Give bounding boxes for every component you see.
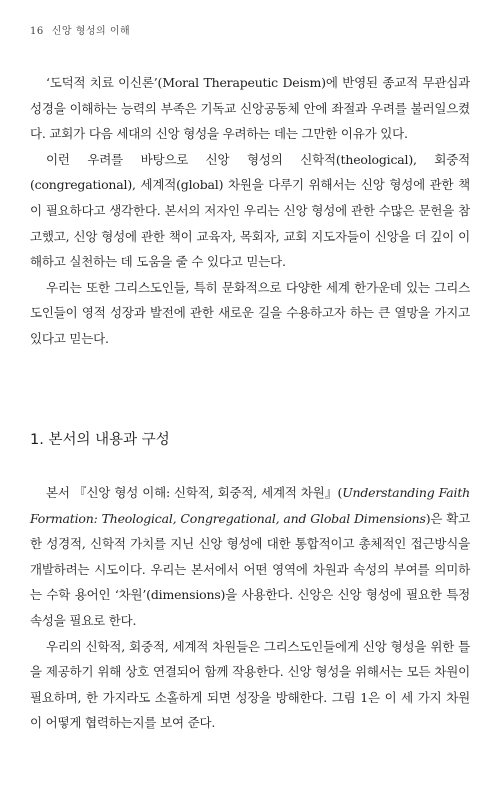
paragraph: ‘도덕적 치료 이신론’(Moral Therapeutic Deism)에 반영된 종교적 무관심과 성경을 이해하는 능력의 부족은 기독교 신앙공동체 안에 좌절과 우려를 불러일으켰다. 교회가 다음 세대의 신앙 형성을 우려하는 데는 그만한 이유가 있다. — [30, 75, 470, 142]
paragraph — [30, 480, 470, 634]
book-title-italic: Understanding Faith Formation: Theological, Congregational, and Global Dimensions — [30, 485, 470, 526]
paragraph: 우리의 신학적, 회중적, 세계적 차원들은 그리스도인들에게 신앙 형성을 위한 틀을 제공하기 위해 상호 연결되어 함께 작용한다. 신앙 형성을 위해서는 모든 차원이 필요하며, 한 가지라도 소홀하게 되면 성장을 방해한다. 그림 1은 이 세 가지 차원이 어떻게 협력하는지를 보여 준다. — [30, 638, 470, 731]
paragraph-text: 본서 『신앙 형성 이해: 신학적, 회중적, 세계적 차원』( — [46, 485, 343, 500]
section-heading: 1. 본서의 내용과 구성 — [30, 432, 170, 448]
section-text-block — [30, 480, 470, 736]
intro-text-block — [30, 70, 470, 352]
paragraph-text: )은 확고한 성경적, 신학적 가치를 지닌 신앙 형성에 대한 통합적이고 총체적인 접근방식을 개발하려는 시도이다. 우리는 본서에서 어떤 영역에 차원과 속성의 부여를 의미하는 수학 용어인 ‘차원’(dimensions)을 사용한다. 신앙은 신앙 형성에 필요한 특정 속성을 필요로 한다. — [30, 510, 470, 628]
paragraph: 이런 우려를 바탕으로 신앙 형성의 신학적(theological), 회중적(congregational), 세계적(global) 차원을 다루기 위해서는 신앙 형성에 관한 책이 필요하다고 생각한다. 본서의 저자인 우리는 신앙 형성에 관한 수많은 문헌을 참고했고, 신앙 형성에 관한 책이 교육자, 목회자, 교회 지도자들이 신앙을 더 깊이 이해하고 실천하는 데 도움을 줄 수 있다고 믿는다. — [30, 151, 470, 270]
paragraph: 우리는 또한 그리스도인들, 특히 문화적으로 다양한 세계 한가운데 있는 그리스도인들이 영적 성장과 발전에 관한 새로운 길을 수용하고자 하는 큰 열망을 가지고 있다고 믿는다. — [30, 279, 470, 346]
page-number: 16 — [30, 26, 44, 37]
running-title: 신앙 형성의 이해 — [51, 26, 131, 37]
running-header — [30, 22, 130, 37]
